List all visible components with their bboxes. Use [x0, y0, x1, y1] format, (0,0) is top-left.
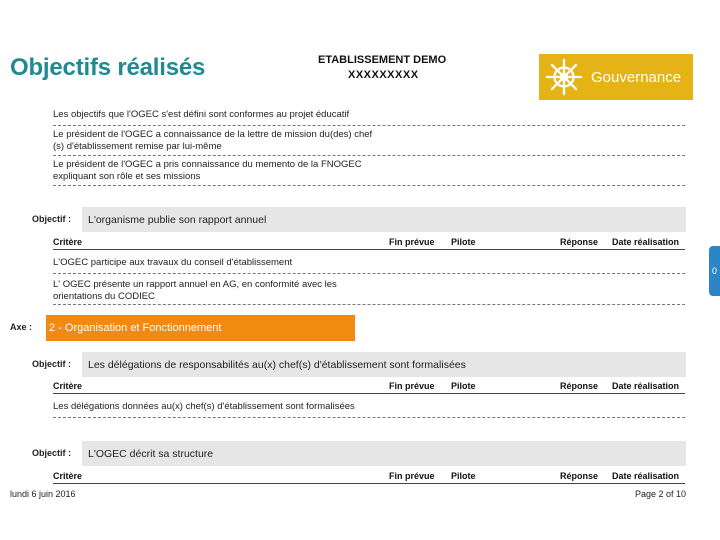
column-pilote: Pilote	[451, 237, 476, 247]
criterion-row: L' OGEC présente un rapport annuel en AG, en conformité avec les	[53, 279, 337, 290]
header-divider	[53, 393, 685, 394]
divider	[53, 273, 685, 274]
divider	[53, 125, 685, 126]
establishment-name: ETABLISSEMENT DEMO	[318, 54, 447, 66]
column-fin-prevue: Fin prévue	[389, 471, 435, 481]
column-date-realisation: Date réalisation	[612, 471, 680, 481]
column-date-realisation: Date réalisation	[612, 237, 680, 247]
divider	[53, 155, 685, 156]
column-critere: Critère	[53, 471, 83, 481]
divider	[53, 417, 685, 418]
list-item: expliquant son rôle et ses missions	[53, 171, 201, 182]
gouvernance-label: Gouvernance	[591, 68, 682, 86]
column-reponse: Réponse	[560, 237, 599, 247]
column-critere: Critère	[53, 237, 83, 247]
column-reponse: Réponse	[560, 471, 599, 481]
column-date-realisation: Date réalisation	[612, 381, 680, 391]
divider	[53, 185, 685, 186]
column-pilote: Pilote	[451, 471, 476, 481]
list-item: Les objectifs que l'OGEC s'est défini sont conformes au projet éducatif	[53, 109, 350, 120]
side-tab[interactable]: 0	[709, 246, 720, 296]
footer-page: Page 2 of 10	[635, 489, 687, 499]
column-fin-prevue: Fin prévue	[389, 237, 435, 247]
footer-date: lundi 6 juin 2016	[10, 489, 76, 499]
header-divider	[53, 483, 685, 484]
divider	[53, 304, 685, 305]
gouvernance-badge	[539, 54, 693, 100]
page-title: Objectifs réalisés	[10, 54, 206, 81]
establishment-code: XXXXXXXXX	[348, 69, 419, 81]
column-fin-prevue: Fin prévue	[389, 381, 435, 391]
criterion-row: L'OGEC participe aux travaux du conseil d'établissement	[53, 257, 293, 268]
axe-label: Axe :	[10, 322, 33, 332]
header-divider	[53, 249, 685, 250]
objectif-label: Objectif :	[32, 359, 72, 369]
criterion-row: Les délégations données au(x) chef(s) d'établissement sont formalisées	[53, 401, 355, 412]
list-item: Le président de l'OGEC a pris connaissance du memento de la FNOGEC	[53, 159, 362, 170]
column-critere: Critère	[53, 381, 83, 391]
column-pilote: Pilote	[451, 381, 476, 391]
objectif-title: Les délégations de responsabilités au(x) chef(s) d'établissement sont formalisées	[82, 352, 686, 377]
objectif-title: L'organisme publie son rapport annuel	[82, 207, 686, 232]
axe-title: 2 - Organisation et Fonctionnement	[46, 315, 355, 341]
list-item: (s) d'établissement remise par lui-même	[53, 141, 222, 152]
column-reponse: Réponse	[560, 381, 599, 391]
ship-wheel-icon	[545, 58, 583, 96]
list-item: Le président de l'OGEC a connaissance de la lettre de mission du(des) chef	[53, 129, 373, 140]
objectif-label: Objectif :	[32, 448, 72, 458]
objectif-title: L'OGEC décrit sa structure	[82, 441, 686, 466]
objectif-label: Objectif :	[32, 214, 72, 224]
criterion-row: orientations du CODIEC	[53, 291, 155, 302]
